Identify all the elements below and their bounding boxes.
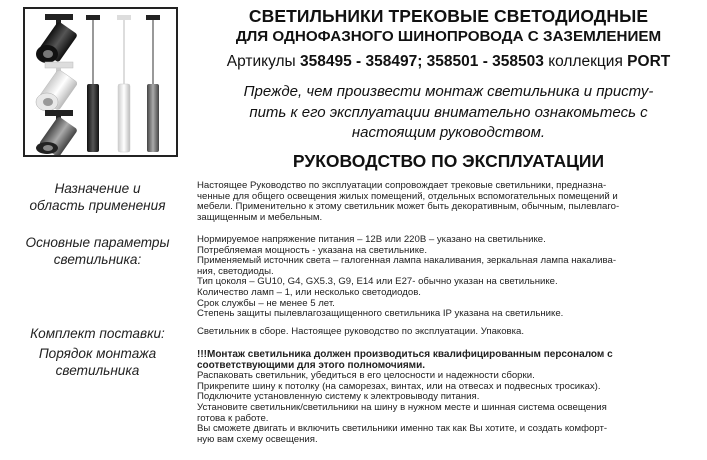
collection-name: PORT — [627, 53, 671, 70]
body-line: Срок службы – не менее 5 лет. — [197, 297, 335, 309]
articles-prefix: Артикулы — [226, 53, 300, 70]
body-line: ния, светодиоды. — [197, 265, 274, 277]
label-line: Комплект поставки: — [30, 326, 165, 341]
label-line: Назначение и — [54, 181, 141, 196]
body-line: Степень защиты пылевлагозащищенного светильника IP указана на светильнике. — [197, 308, 564, 320]
document-title: СВЕТИЛЬНИКИ ТРЕКОВЫЕ СВЕТОДИОДНЫЕ — [248, 6, 649, 26]
grey-spot-light — [36, 110, 78, 155]
body-line: Настоящее Руководство по эксплуатации сопровождает трековые светильники, предназна- — [197, 180, 607, 191]
label-line: Порядок монтажа — [38, 346, 157, 361]
document-subtitle: ДЛЯ ОДНОФАЗНОГО ШИНОПРОВОДА С ЗАЗЕМЛЕНИЕМ — [235, 28, 662, 45]
body-line: Потребляемая мощность - указана на светильнике. — [197, 244, 428, 256]
pre-installation-warning — [190, 82, 707, 144]
section-label-purpose — [10, 180, 185, 214]
body-line: Светильник в сборе. Настоящее руководство по эксплуатации. Упаковка. — [197, 326, 525, 337]
black-spot-light — [36, 14, 78, 63]
body-line: Тип цоколя – GU10, G4, GX5.3, G9, E14 или E27- обычно указан на светильнике. — [197, 276, 558, 288]
body-line: ную вам схему освещения. — [197, 433, 318, 445]
section-body-package-contents — [197, 327, 687, 338]
collection-prefix: коллекция — [543, 53, 628, 70]
section-label-parameters — [10, 234, 185, 268]
body-line: мебели. Применительно к этому светильник может быть декоративным, обычным, пылевлаго- — [197, 201, 620, 213]
articles-range: 358495 - 358497; 358501 - 358503 — [299, 53, 544, 70]
body-line: ченные для общего освещения жилых помещений, отдельных вспомогательных помещений и — [197, 190, 618, 202]
manual-heading: РУКОВОДСТВО ПО ЭКСПЛУАТАЦИИ — [292, 151, 605, 171]
white-pendant-light — [117, 15, 131, 152]
grey-pendant-light — [146, 15, 160, 152]
body-line: Подключите установленную систему к электровыводу питания. — [197, 391, 480, 403]
warning-line: пить к его эксплуатации внимательно ознакомьтесь с — [249, 103, 648, 121]
installation-warning-line: !!!Монтаж светильника должен производиться квалифицированным персоналом с — [197, 349, 613, 360]
white-spot-light — [36, 62, 78, 111]
warning-line: настоящим руководством. — [351, 124, 546, 141]
body-line: Количество ламп – 1, или несколько светодиодов. — [197, 286, 421, 298]
label-line: Основные параметры — [25, 235, 170, 250]
track-lights-illustration — [25, 9, 176, 155]
section-body-parameters — [197, 235, 687, 320]
body-line: Нормируемое напряжение питания – 12В или 220В – указано на светильнике. — [197, 234, 546, 245]
product-image — [23, 7, 178, 157]
section-label-installation — [10, 345, 185, 379]
section-label-package-contents — [10, 325, 185, 342]
black-pendant-light — [86, 15, 100, 152]
body-line: готова к работе. — [197, 412, 269, 424]
body-line: Прикрепите шину к потолку (на саморезах, винтах, или на отвесах и подвесных тросиках). — [197, 380, 601, 392]
label-line: область применения — [29, 198, 166, 213]
section-body-purpose — [197, 181, 687, 223]
article-numbers — [190, 52, 707, 72]
body-line: Применяемый источник света – галогенная лампа накаливания, зеркальная лампа накалива- — [197, 255, 617, 267]
body-line: Установите светильник/светильники на шину в нужном месте и шинная система освещения — [197, 401, 607, 413]
body-line: защищенным и мебельным. — [197, 211, 323, 223]
installation-warning-line: соответствующими для этого полномочиями. — [197, 359, 426, 371]
body-line: Вы сможете двигать и включить светильники именно так как Вы хотите, и создать комфорт- — [197, 423, 608, 435]
label-line: светильника — [55, 363, 140, 378]
warning-line: Прежде, чем произвести монтаж светильника и присту- — [243, 83, 654, 100]
body-line: Распаковать светильник, убедиться в его целосности и надежности сборки. — [197, 370, 535, 382]
section-body-installation — [197, 350, 687, 445]
label-line: светильника: — [53, 252, 142, 267]
